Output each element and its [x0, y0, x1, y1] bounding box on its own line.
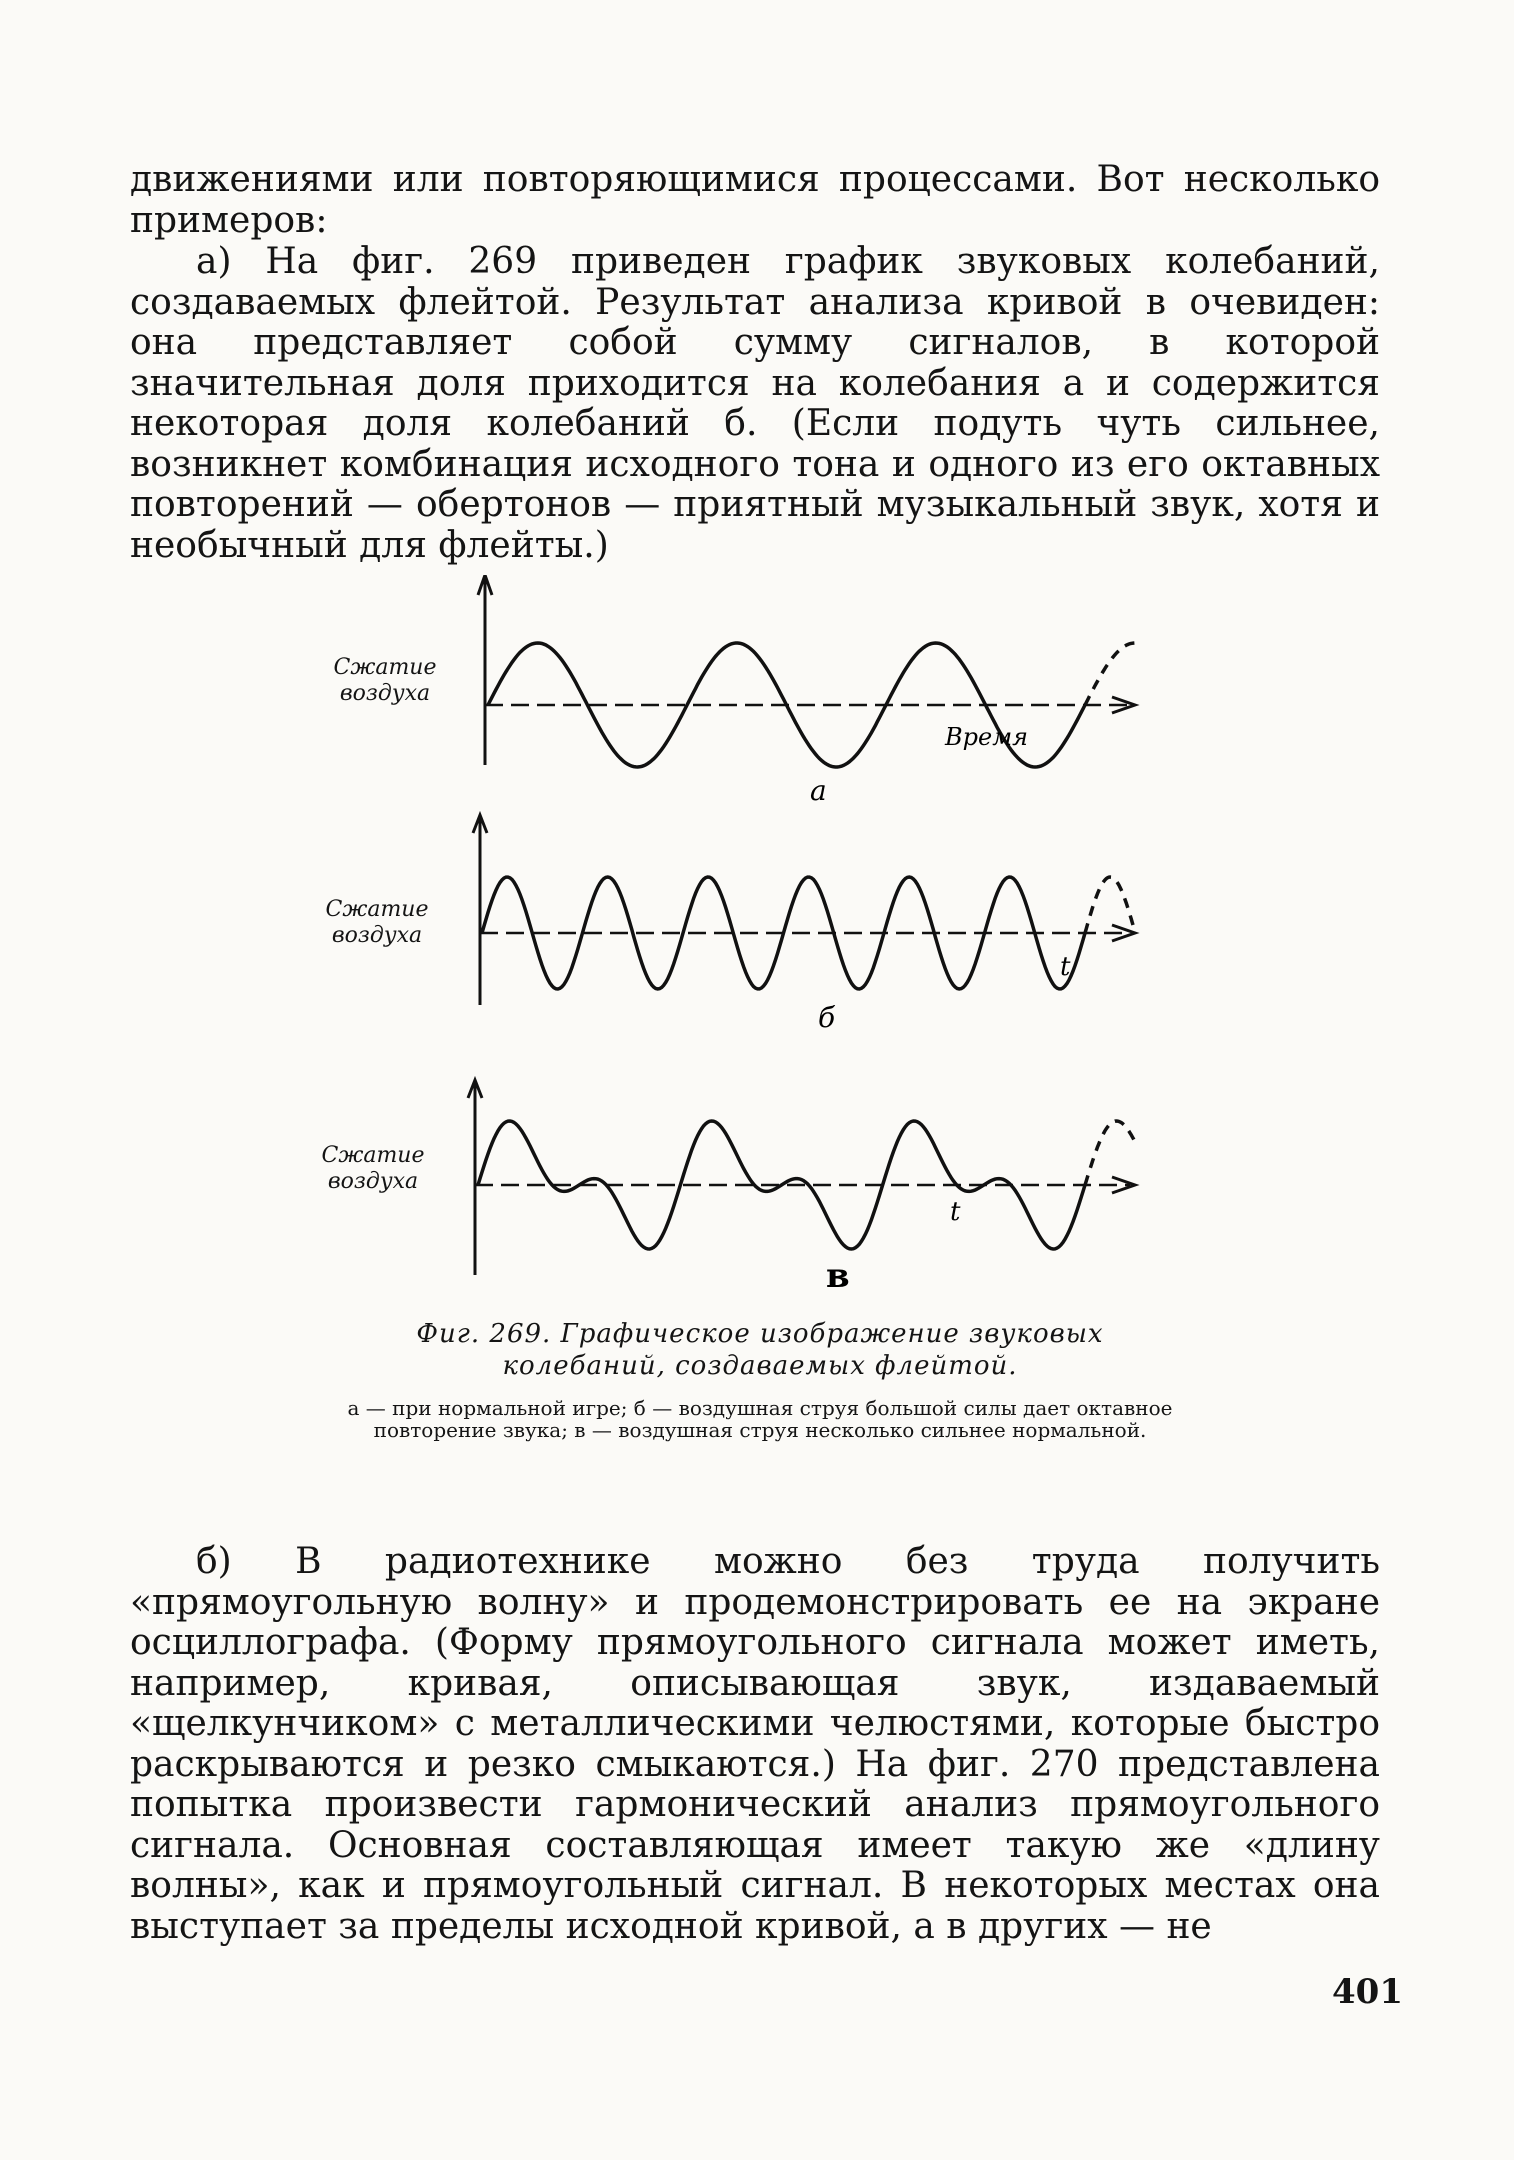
ylabel-a: Сжатие воздуха [333, 655, 437, 706]
panel-a [478, 575, 1140, 807]
panel-v [468, 1080, 1135, 1295]
panel-letter-a: а [810, 774, 827, 807]
panel-letter-b: б [818, 1001, 836, 1034]
paragraph-item-a: а) На фиг. 269 приведен график звуковых колебаний, создаваемых флейтой. Результат анализа кривой в очевиден: она представляет собой сумму сигналов, в которой значительная доля приходится на колебания а и содержится некоторая доля колебаний б. (Если подуть чуть сильнее, возникнет комбинация исходного тона и одного из его октавных повторений — обертонов — приятный музыкальный звук, хотя и необычный для флейты.) [130, 241, 1380, 566]
axis-label-v: t [950, 1197, 961, 1227]
figure-269 [321, 575, 1170, 1295]
paragraph-item-b: б) В радиотехнике можно без труда получить «прямоугольную волну» и продемонстрировать ее на экране осциллографа. (Форму прямоугольного сигнала может иметь, например, кривая, описывающая звук, издаваемый «щелкунчиком» с металлическими челюстями, которые быстро раскрываются и резко смыкаются.) На фиг. 270 представлена попытка произвести гармонический анализ прямоугольного сигнала. Основная составляющая имеет такую же «длину волны», как и прямоугольный сигнал. В некоторых местах она выступает за пределы исходной кривой, а в других — не [130, 1541, 1380, 1947]
paragraph-intro: движениями или повторяющимися процессами. Вот несколько примеров: [130, 159, 1380, 241]
axis-label-a: Время [945, 723, 1028, 751]
panel-letter-v: в [826, 1256, 850, 1295]
page-number: 401 [1332, 1972, 1403, 2012]
panel-b [473, 815, 1135, 1034]
ylabel-b: Сжатие воздуха [325, 897, 429, 948]
wave-v-dashed-tail [1085, 1121, 1135, 1185]
wave-b-dashed-tail [1085, 877, 1135, 933]
ylabel-v: Сжатие воздуха [321, 1143, 425, 1194]
caption-body: а — при нормальной игре; б — воздушная струя большой силы дает октавное повторение звука; в — воздушная струя несколько сильнее нормальной. [347, 1396, 1173, 1442]
axis-label-b: t [1060, 952, 1071, 982]
caption-title: Фиг. 269. Графическое изображение звуковых колебаний, создаваемых флейтой. [416, 1319, 1104, 1381]
